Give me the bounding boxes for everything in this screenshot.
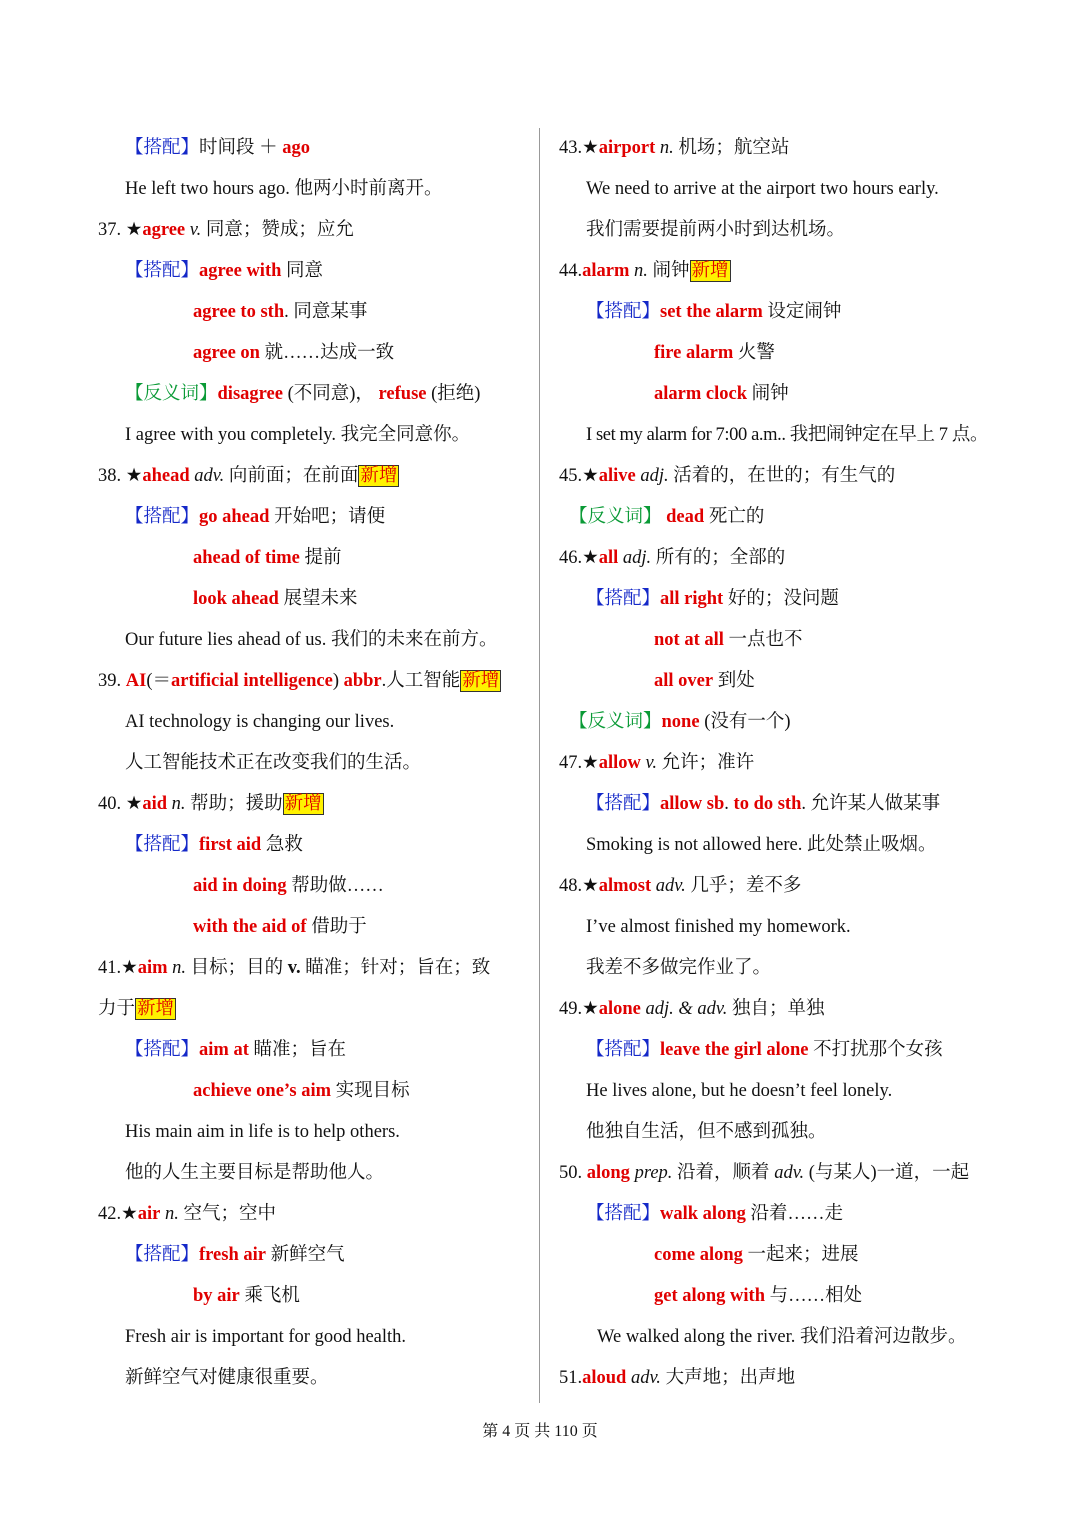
example-translation: 我们需要提前两小时到达机场。 (586, 220, 846, 240)
entry-alive: 45.★alive adj. 活着的，在世的；有生气的 (559, 466, 896, 486)
collocation-line: 【搭配】时间段 ＋ ago (125, 138, 311, 158)
column-divider (539, 128, 540, 1403)
collocation-line: 【搭配】walk along 沿着……走 (586, 1204, 843, 1224)
collocation-line: fire alarm 火警 (654, 343, 775, 363)
entry-allow: 47.★allow v. 允许；准许 (559, 753, 755, 773)
entry-airport: 43.★airport n. 机场；航空站 (559, 138, 790, 158)
right-column (559, 128, 989, 1399)
entry-all: 46.★all adj. 所有的；全部的 (559, 548, 786, 568)
example-sentence: Our future lies ahead of us. 我们的未来在前方。 (125, 630, 498, 650)
entry-aim-continued: 力于 新增 (98, 999, 175, 1019)
example-translation: 我差不多做完作业了。 (586, 958, 772, 978)
entry-aim: 41.★aim n. 目标；目的 v. 瞄准；针对；旨在；致 (98, 958, 491, 978)
collocation-line: 【搭配】set the alarm 设定闹钟 (586, 302, 842, 322)
collocation-line: get along with 与……相处 (654, 1286, 863, 1306)
collocation-line: 【搭配】first aid 急救 (125, 835, 303, 855)
collocation-line: 【搭配】agree with 同意 (125, 261, 324, 281)
collocation-line: alarm clock 闹钟 (654, 384, 789, 404)
entry-air: 42.★air n. 空气；空中 (98, 1204, 276, 1224)
entry-along: 50. along prep. 沿着，顺着 adv. (与某人)一道，一起 (559, 1163, 970, 1183)
new-badge: 新增 (284, 794, 322, 814)
entry-ahead: 38. ★ahead adv. 向前面；在前面 新增 (98, 466, 398, 486)
collocation-line: agree to sth. 同意某事 (193, 302, 368, 322)
collocation-line: 【搭配】leave the girl alone 不打扰那个女孩 (586, 1040, 943, 1060)
collocation-line: ahead of time 提前 (193, 548, 342, 568)
example-sentence: Smoking is not allowed here. 此处禁止吸烟。 (586, 835, 937, 855)
new-badge: 新增 (691, 261, 729, 281)
antonym-line: 【反义词】none (没有一个) (569, 712, 791, 732)
collocation-line: come along 一起来；进展 (654, 1245, 859, 1265)
collocation-line: achieve one’s aim 实现目标 (193, 1081, 410, 1101)
new-badge: 新增 (137, 999, 175, 1019)
entry-agree: 37. ★agree v. 同意；赞成；应允 (98, 220, 354, 240)
left-column (98, 128, 538, 1399)
collocation-line: agree on 就……达成一致 (193, 343, 395, 363)
antonym-line: 【反义词】disagree (不同意)， refuse (拒绝) (125, 384, 481, 404)
antonym-line: 【反义词】 dead 死亡的 (569, 507, 765, 527)
example-translation: 他独自生活，但不感到孤独。 (586, 1122, 827, 1142)
entry-aloud: 51.aloud adv. 大声地；出声地 (559, 1368, 796, 1388)
collocation-line: aid in doing 帮助做…… (193, 876, 384, 896)
example-sentence: I set my alarm for 7:00 a.m.. 我把闹钟定在早上 7 点。 (586, 425, 989, 445)
example-sentence: I’ve almost finished my homework. (586, 917, 851, 937)
collocation-line: all over 到处 (654, 671, 755, 691)
new-badge: 新增 (462, 671, 500, 691)
example-sentence: He lives alone, but he doesn’t feel lonely. (586, 1081, 893, 1101)
page-footer: 第 4 页 共 110 页 (482, 1423, 598, 1440)
example-translation: 他的人生主要目标是帮助他人。 (125, 1163, 385, 1183)
example-translation: 新鲜空气对健康很重要。 (125, 1368, 329, 1388)
example-sentence: He left two hours ago. 他两小时前离开。 (125, 179, 443, 199)
collocation-line: look ahead 展望未来 (193, 589, 358, 609)
collocation-line: by air 乘飞机 (193, 1286, 300, 1306)
example-translation: 人工智能技术正在改变我们的生活。 (125, 753, 422, 773)
example-sentence: We need to arrive at the airport two hours early. (586, 179, 939, 199)
example-sentence: Fresh air is important for good health. (125, 1327, 407, 1347)
example-sentence: His main aim in life is to help others. (125, 1122, 400, 1142)
collocation-line: 【搭配】all right 好的；没问题 (586, 589, 839, 609)
example-sentence: AI technology is changing our lives. (125, 712, 395, 732)
collocation-line: 【搭配】aim at 瞄准；旨在 (125, 1040, 346, 1060)
new-badge: 新增 (360, 466, 398, 486)
collocation-line: not at all 一点也不 (654, 630, 803, 650)
collocation-line: 【搭配】go ahead 开始吧；请便 (125, 507, 386, 527)
entry-aid: 40. ★aid n. 帮助；援助 新增 (98, 794, 322, 814)
entry-almost: 48.★almost adv. 几乎；差不多 (559, 876, 802, 896)
entry-ai: 39. AI(＝artificial intelligence) abbr.人工智能 新增 (98, 671, 500, 691)
example-sentence: We walked along the river. 我们沿着河边散步。 (597, 1327, 967, 1347)
example-sentence: I agree with you completely. 我完全同意你。 (125, 425, 471, 445)
entry-alarm: 44.alarm n. 闹钟 新增 (559, 261, 729, 281)
entry-alone: 49.★alone adj. & adv. 独自；单独 (559, 999, 825, 1019)
collocation-line: with the aid of 借助于 (193, 917, 367, 937)
collocation-line: 【搭配】fresh air 新鲜空气 (125, 1245, 345, 1265)
collocation-line: 【搭配】allow sb. to do sth. 允许某人做某事 (586, 794, 941, 814)
